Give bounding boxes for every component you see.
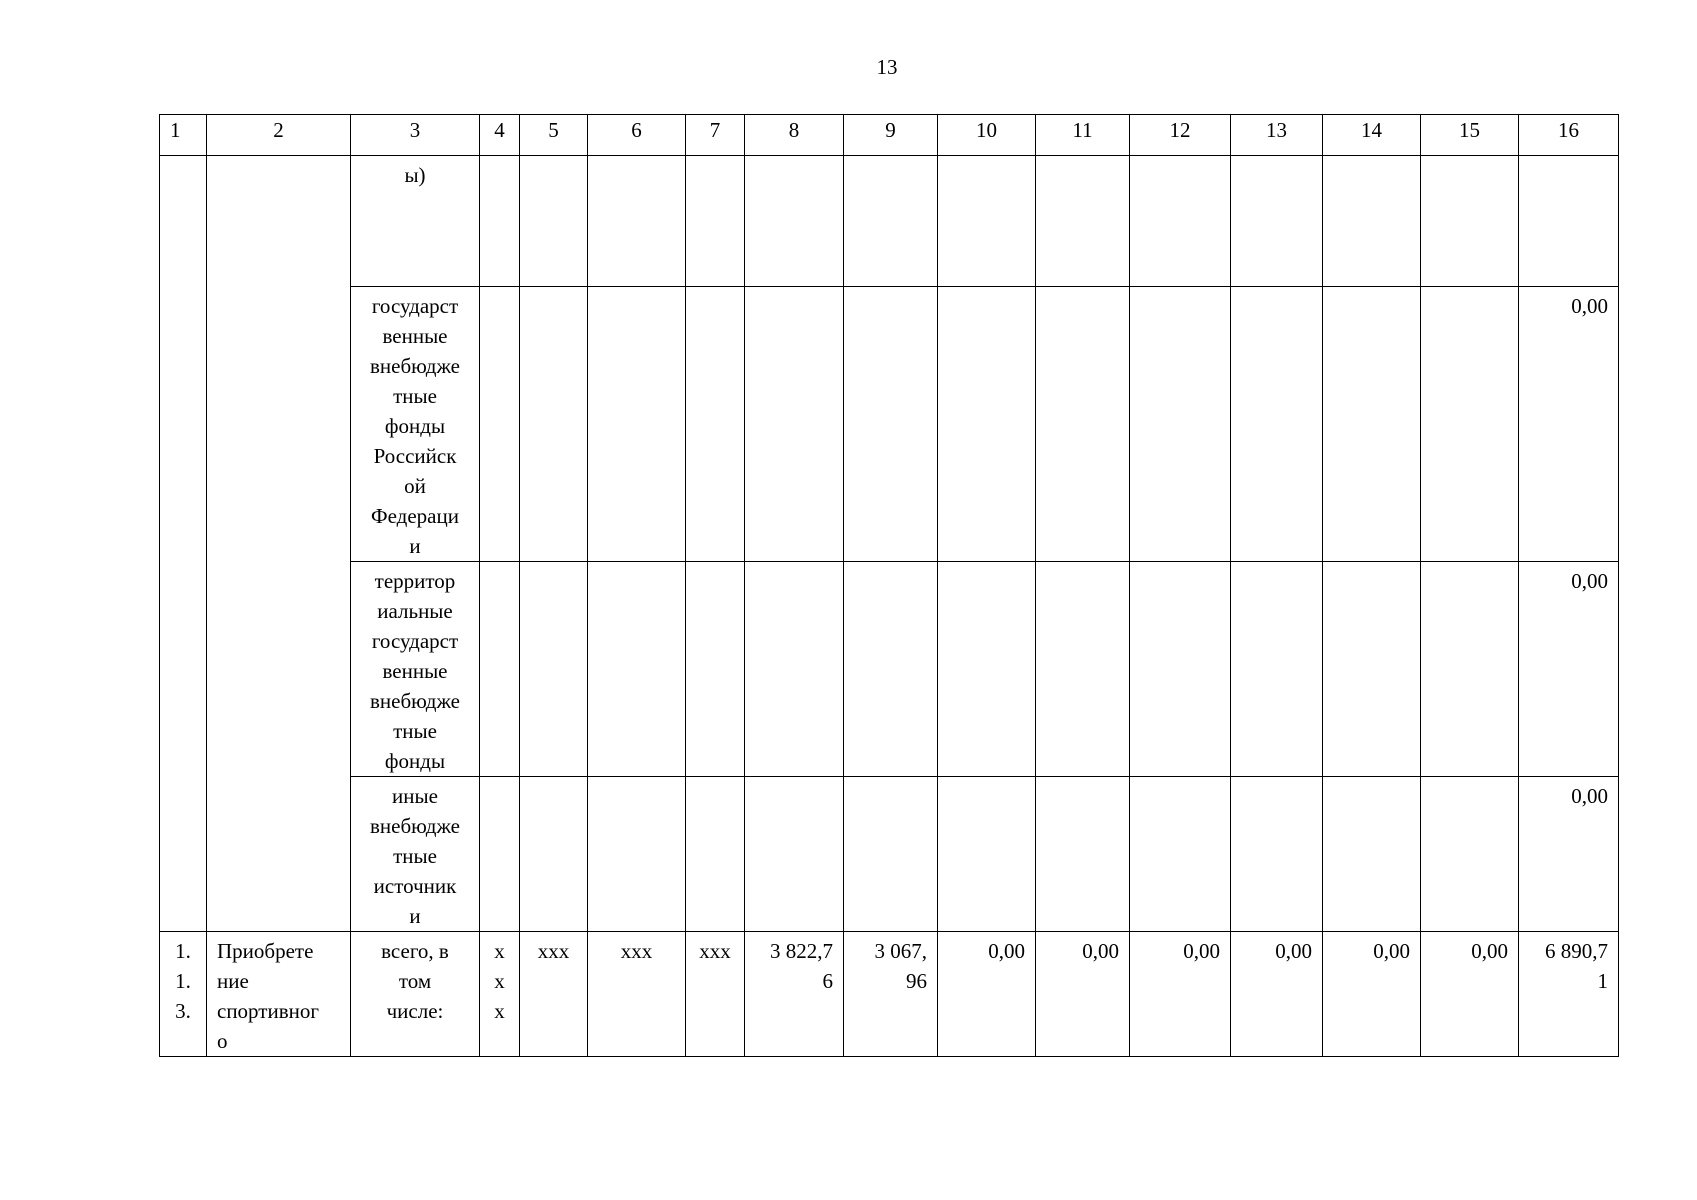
merged-num-cell [160,156,207,932]
item-row [160,932,1619,1057]
item-col14: 0,00 [1323,932,1421,1057]
header-cell: 6 [588,115,686,156]
item-source: всего, в том числе: [351,932,480,1057]
item-col11: 0,00 [1036,932,1130,1057]
item-col8: 3 822,7 6 [745,932,844,1057]
empty-cell [1421,777,1519,932]
empty-cell [745,777,844,932]
empty-cell [1130,287,1231,562]
total-cell: 0,00 [1519,562,1619,777]
header-cell: 9 [844,115,938,156]
table-row [160,156,1619,287]
empty-cell [480,287,520,562]
empty-cell [745,287,844,562]
empty-cell [1323,287,1421,562]
item-col9: 3 067, 96 [844,932,938,1057]
empty-cell [1130,777,1231,932]
header-cell: 13 [1231,115,1323,156]
empty-cell [1421,562,1519,777]
header-cell: 14 [1323,115,1421,156]
empty-cell [588,562,686,777]
empty-cell [844,287,938,562]
budget-table [159,114,1619,1057]
empty-cell [1421,287,1519,562]
source-cell: территор иальные государст венные внебюдже тные фонды [351,562,480,777]
empty-cell [480,562,520,777]
table-row [160,562,1619,777]
header-cell: 4 [480,115,520,156]
empty-cell [1323,156,1421,287]
total-cell: 0,00 [1519,287,1619,562]
empty-cell [1036,562,1130,777]
empty-cell [686,156,745,287]
total-cell: 0,00 [1519,777,1619,932]
item-col12: 0,00 [1130,932,1231,1057]
empty-cell [1036,156,1130,287]
item-col5: ххх [520,932,588,1057]
empty-cell [1231,287,1323,562]
empty-cell [938,562,1036,777]
empty-cell [844,562,938,777]
empty-cell [938,777,1036,932]
item-col7: ххх [686,932,745,1057]
empty-cell [1421,156,1519,287]
empty-cell [480,777,520,932]
empty-cell [938,156,1036,287]
table-row [160,287,1619,562]
item-col16: 6 890,7 1 [1519,932,1619,1057]
empty-cell [480,156,520,287]
empty-cell [745,562,844,777]
empty-cell [588,156,686,287]
merged-name-cell [207,156,351,932]
header-cell: 8 [745,115,844,156]
empty-cell [520,777,588,932]
empty-cell [520,287,588,562]
header-cell: 16 [1519,115,1619,156]
item-col15: 0,00 [1421,932,1519,1057]
table-row [160,777,1619,932]
empty-cell [1036,777,1130,932]
empty-cell [686,287,745,562]
header-cell: 3 [351,115,480,156]
empty-cell [686,777,745,932]
empty-cell [1036,287,1130,562]
item-col13: 0,00 [1231,932,1323,1057]
empty-cell [844,156,938,287]
empty-cell [745,156,844,287]
header-cell: 12 [1130,115,1231,156]
empty-cell [1130,562,1231,777]
empty-cell [1231,156,1323,287]
empty-cell [1323,562,1421,777]
source-cell: ы) [351,156,480,287]
empty-cell [1323,777,1421,932]
empty-cell [1231,777,1323,932]
empty-cell [588,777,686,932]
header-row [160,115,1619,156]
empty-cell [588,287,686,562]
empty-cell [1231,562,1323,777]
page-number: 13 [876,55,898,79]
source-cell: иные внебюдже тные источник и [351,777,480,932]
header-cell: 5 [520,115,588,156]
header-cell: 1 [160,115,207,156]
header-cell: 2 [207,115,351,156]
item-col6: ххх [588,932,686,1057]
header-cell: 15 [1421,115,1519,156]
source-cell: государст венные внебюдже тные фонды Российск ой Федераци и [351,287,480,562]
empty-cell [686,562,745,777]
item-name: Приобрете ние спортивног о [207,932,351,1057]
header-cell: 11 [1036,115,1130,156]
item-number: 1. 1. 3. [160,932,207,1057]
header-cell: 10 [938,115,1036,156]
empty-cell [520,156,588,287]
empty-cell [1130,156,1231,287]
empty-cell [938,287,1036,562]
item-col4: х х х [480,932,520,1057]
empty-cell [520,562,588,777]
item-col10: 0,00 [938,932,1036,1057]
empty-cell [844,777,938,932]
header-cell: 7 [686,115,745,156]
total-cell [1519,156,1619,287]
